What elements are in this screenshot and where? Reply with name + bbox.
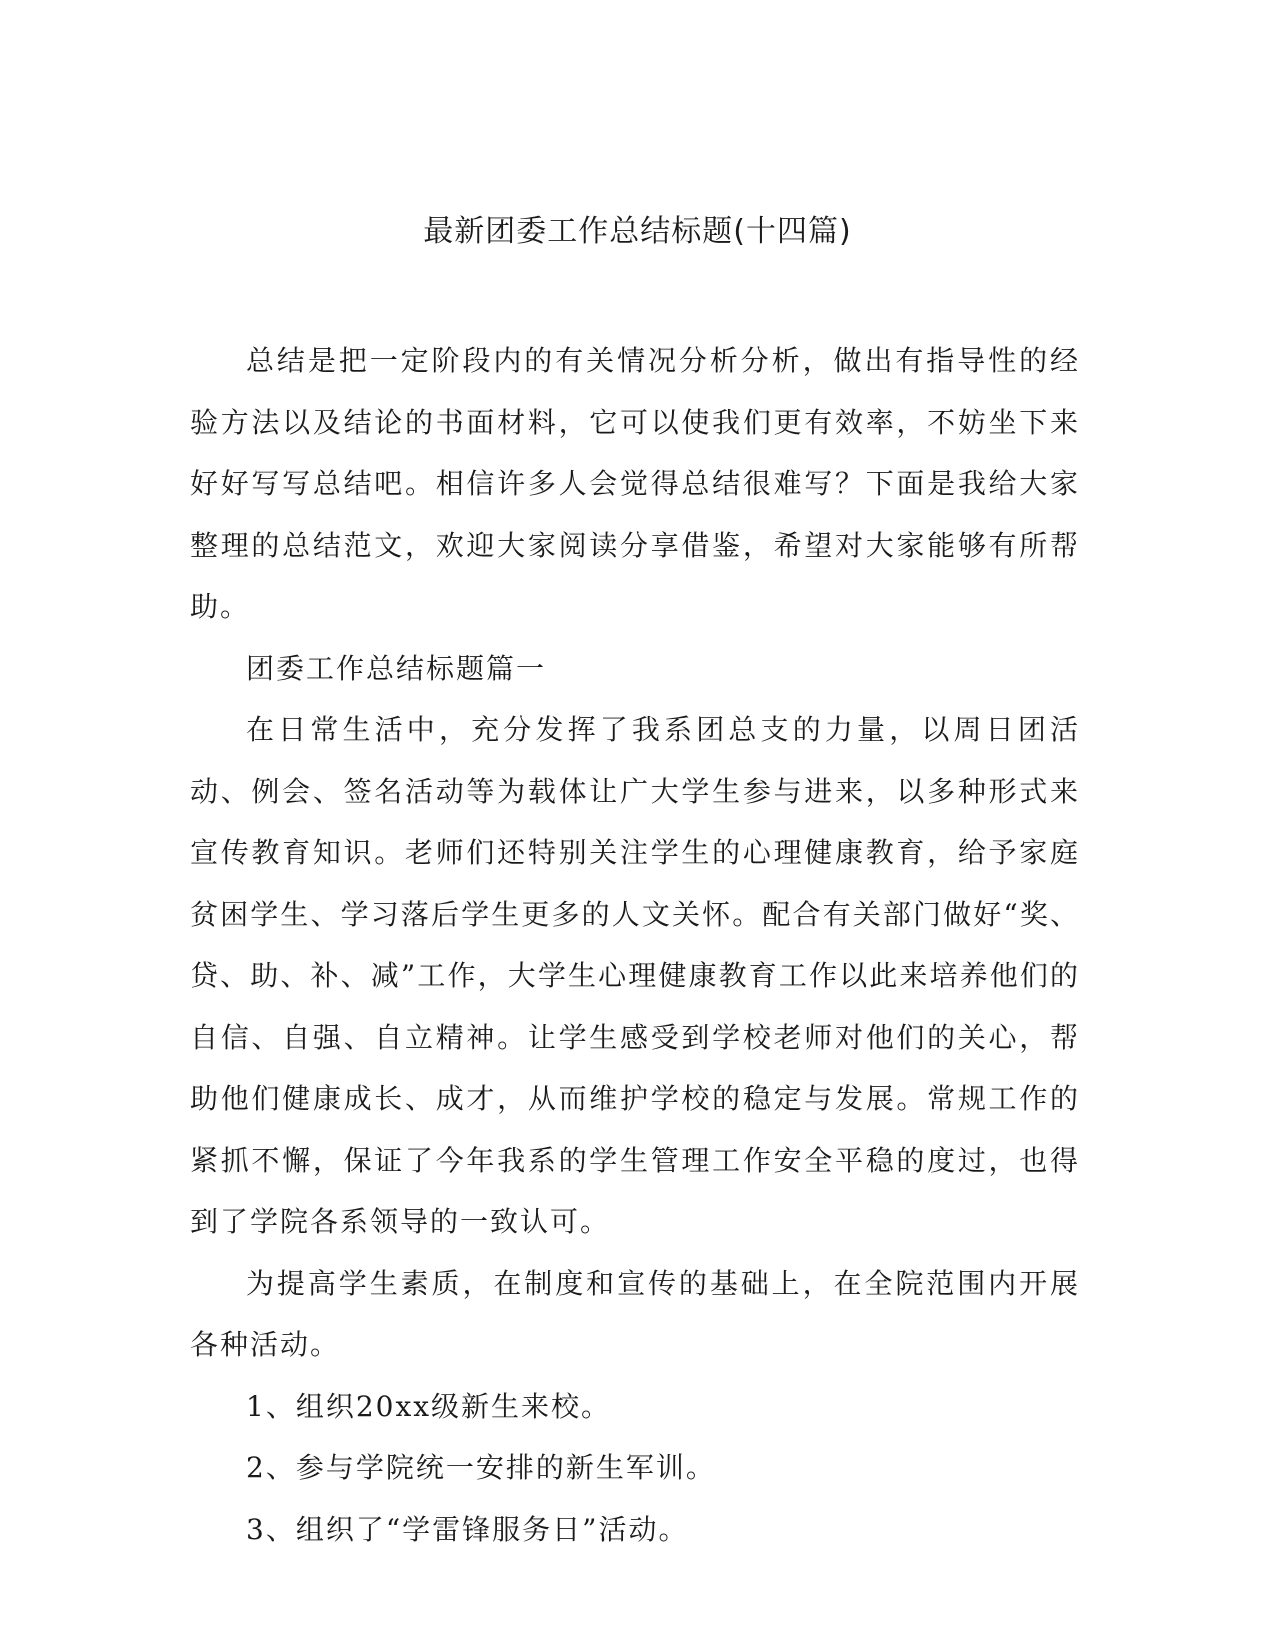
intro-paragraph: 总结是把一定阶段内的有关情况分析分析，做出有指导性的经验方法以及结论的书面材料，它可以使我们更有效率，不妨坐下来好好写写总结吧。相信许多人会觉得总结很难写？下面是我给大家整理的总结范文，欢迎大家阅读分享借鉴，希望对大家能够有所帮助。 bbox=[190, 344, 1080, 623]
body-paragraph: 为提高学生素质，在制度和宣传的基础上，在全院范围内开展各种活动。 bbox=[190, 1266, 1080, 1361]
list-item: 1、组织20xx级新生来校。 bbox=[246, 1389, 612, 1423]
document-body bbox=[190, 330, 1080, 1560]
section-heading: 团委工作总结标题篇一 bbox=[246, 651, 547, 685]
list-item: 3、组织了“学雷锋服务日”活动。 bbox=[246, 1512, 689, 1546]
body-paragraph: 在日常生活中，充分发挥了我系团总支的力量，以周日团活动、例会、签名活动等为载体让广大学生参与进来，以多种形式来宣传教育知识。老师们还特别关注学生的心理健康教育，给予家庭贫困学生、学习落后学生更多的人文关怀。配合有关部门做好“奖、贷、助、补、减”工作，大学生心理健康教育工作以此来培养他们的自信、自强、自立精神。让学生感受到学校老师对他们的关心，帮助他们健康成长、成才，从而维护学校的稳定与发展。常规工作的紧抓不懈，保证了今年我系的学生管理工作安全平稳的度过，也得到了学院各系领导的一致认可。 bbox=[190, 713, 1080, 1238]
document-title: 最新团委工作总结标题(十四篇) bbox=[423, 214, 852, 249]
list-item: 2、参与学院统一安排的新生军训。 bbox=[246, 1451, 716, 1484]
